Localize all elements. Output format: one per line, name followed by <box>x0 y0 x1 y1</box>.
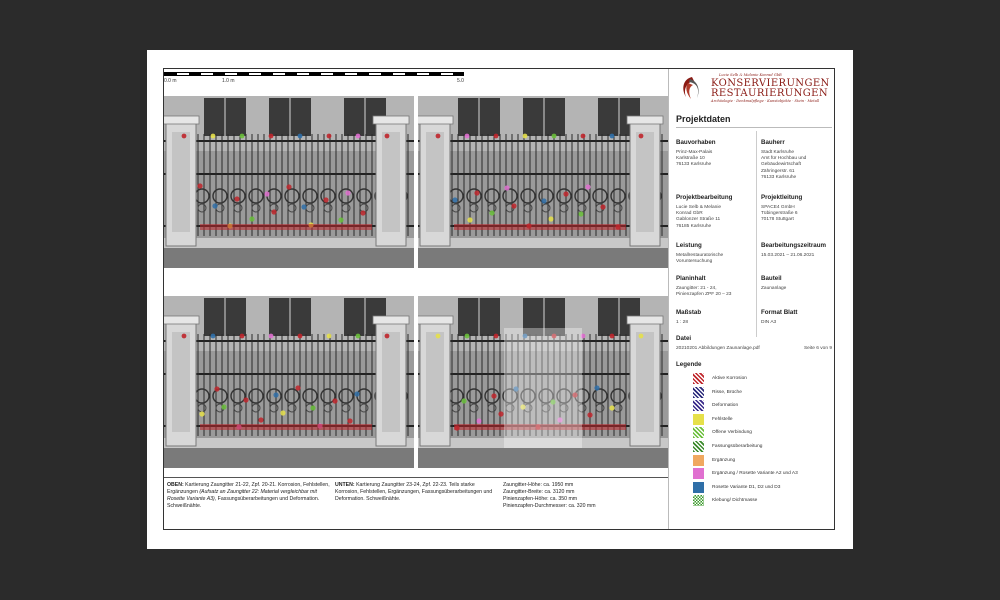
scale-bar <box>164 72 464 86</box>
legend-item <box>693 495 833 509</box>
legend-item <box>693 400 833 414</box>
sec-line: Tübingerstraße 6 <box>761 211 798 217</box>
legend-label: Fehlstelle <box>712 416 733 422</box>
sec-heading: Projektleitung <box>761 194 803 201</box>
caption-unten <box>335 482 497 503</box>
datei-row <box>676 346 832 351</box>
legend-title: Legende <box>676 361 702 368</box>
sec-projektbearbeitung <box>676 194 756 230</box>
sec-leistung <box>676 242 756 265</box>
fence-drawing <box>418 296 668 468</box>
sec-line: Stadt Karlsruhe <box>761 150 795 155</box>
sec-projektleitung <box>761 194 841 224</box>
legend-label: Rosette Variante D1, D2 und D3 <box>712 484 781 490</box>
caption-divider <box>164 477 668 478</box>
legend-item <box>693 455 833 469</box>
sec-bauteil <box>761 275 841 292</box>
sec-line: Zähringerstr. 61 <box>761 168 795 174</box>
sec-line: 1 : 28 <box>676 320 689 325</box>
sec-line: Pinienzapfen ZPF 20 – 23 <box>676 292 732 298</box>
legend-swatch <box>693 414 704 425</box>
caption-dimensions <box>503 482 663 510</box>
caption-oben-text: Kartierung Zaungitter 21-22, Zpf. 20-21. Korrosion, Fehlstellen, Ergänzungen <box>167 482 330 495</box>
sec-line: Gablonzer Straße 11 <box>676 217 721 223</box>
panel-column-divider <box>756 131 757 337</box>
sec-heading: Bearbeitungszeitraum <box>761 242 826 249</box>
sec-line: Zaunanlage <box>761 286 787 291</box>
legend-label: Deformation <box>712 403 739 409</box>
sec-line: Lucie Selb & Melanie <box>676 205 722 210</box>
fence-photo-top-right <box>418 96 668 268</box>
sec-line: SPACE4 GmbH <box>761 205 795 210</box>
sec-heading: Datei <box>676 335 692 342</box>
legend-swatch <box>693 373 704 384</box>
legend-swatch <box>693 455 704 466</box>
datei-page: Seite 6 von 9 <box>803 346 832 351</box>
sec-heading: Bauteil <box>761 275 782 282</box>
drawing-sheet <box>147 50 853 549</box>
sec-heading: Bauherr <box>761 139 785 146</box>
legend-label: Risse, Brüche <box>712 389 742 395</box>
logo-owners: Lucie Selb & Melanie Konrad GbR <box>719 73 782 77</box>
legend-swatch <box>693 400 704 411</box>
project-panel <box>668 69 836 529</box>
legend-item <box>693 387 833 401</box>
panel-title: Projektdaten <box>676 114 731 124</box>
legend-label: Ergänzung / Rosette Variante A2 und A3 <box>712 471 798 477</box>
legend-swatch <box>693 427 704 438</box>
sec-line: Metallrestauratorische <box>676 253 724 258</box>
sec-heading: Planinhalt <box>676 275 706 282</box>
legend-label: Klebung/ Dichtmasse <box>712 498 758 504</box>
sec-heading: Projektbearbeitung <box>676 194 733 201</box>
legend-swatch <box>693 495 704 506</box>
legend-swatch <box>693 441 704 452</box>
sec-line: Karlstraße 10 <box>676 156 705 162</box>
scale-label-1: 1.0 m <box>222 78 235 84</box>
fence-drawing <box>418 96 668 268</box>
legend <box>693 373 833 509</box>
sec-line: 76133 Karlsruhe <box>676 162 712 168</box>
legend-item <box>693 427 833 441</box>
fence-photo-image <box>164 296 414 468</box>
sec-massstab <box>676 309 756 326</box>
fence-drawing <box>164 296 414 468</box>
caption-oben-rest: Fassungsüberarbeitungen und Deformation. Schweißnähte. <box>167 496 320 509</box>
sec-bauherr <box>761 139 841 181</box>
sec-heading: Leistung <box>676 242 702 249</box>
fence-photo-bottom-left <box>164 296 414 468</box>
sec-bearbeitungszeitraum <box>761 242 841 259</box>
fence-photo-image <box>418 296 668 468</box>
legend-label: Ergänzung <box>712 457 736 463</box>
fence-photo-image <box>164 96 414 268</box>
sec-line: Prinz-Max-Palais <box>676 150 713 155</box>
panel-title-divider <box>676 127 832 128</box>
fence-photo-bottom-right <box>418 296 668 468</box>
legend-item <box>693 482 833 496</box>
sec-line: Gebäudewirtschaft <box>761 162 801 168</box>
swirl-logo-icon <box>677 73 707 103</box>
sec-line: Konrad GbR <box>676 211 703 217</box>
fence-photo-top-left <box>164 96 414 268</box>
sec-line: Zaungitter: 21 - 24, <box>676 286 717 291</box>
sec-planinhalt <box>676 275 756 298</box>
sec-datei <box>676 335 832 351</box>
legend-item <box>693 441 833 455</box>
legend-swatch <box>693 482 704 493</box>
dim-height: Zaungitter-Höhe: ca. 1950 mm <box>503 482 574 488</box>
fence-drawing <box>164 96 414 268</box>
sec-line: Voruntersuchung <box>676 259 713 265</box>
caption-oben-italic: (Aufsatz an Zaungitter 22: Material vergleichbar mit Rosette Variante A3), <box>167 489 317 502</box>
legend-label: Offene Verbindung <box>712 430 752 436</box>
sec-heading: Bauvorhaben <box>676 139 716 146</box>
dim-cone-diameter: Pinienzapfen-Durchmesser: ca. 320 mm <box>503 503 596 509</box>
sec-line: Amt für Hochbau und <box>761 156 807 162</box>
fence-photo-image <box>418 96 668 268</box>
legend-swatch <box>693 468 704 479</box>
scale-label-0: 0.0 m <box>164 78 177 84</box>
logo-tagline: Archäologie · Denkmalpflege · Kunstobjekte · Stein · Metall <box>711 99 820 103</box>
legend-label: Fassungsüberarbeitung <box>712 443 763 449</box>
legend-item <box>693 414 833 428</box>
sec-line: 15.03.2021 – 21.06.2021 <box>761 253 815 258</box>
caption-unten-label: UNTEN: <box>335 482 355 488</box>
legend-item <box>693 373 833 387</box>
dim-width: Zaungitter-Breite: ca. 3120 mm <box>503 489 575 495</box>
sec-heading: Format Blatt <box>761 309 798 316</box>
caption-oben <box>167 482 332 510</box>
datei-filename: 20210201 Abbildungen Zaunanlage.pdf <box>676 346 760 351</box>
sec-line: DIN A3 <box>761 320 777 325</box>
sec-line: 76133 Karlsruhe <box>761 174 797 180</box>
logo-line-2: RESTAURIERUNGEN <box>711 88 828 99</box>
sec-bauvorhaben <box>676 139 756 169</box>
scale-label-5: 5.0 <box>457 78 464 84</box>
sec-line: 76185 Karlsruhe <box>676 223 712 229</box>
sec-line: 70178 Stuttgart <box>761 217 794 223</box>
sec-format-blatt <box>761 309 841 326</box>
dim-cone-height: Pinienzapfen-Höhe: ca. 350 mm <box>503 496 578 502</box>
caption-oben-label: OBEN: <box>167 482 184 488</box>
logo-line-1: KONSERVIERUNGEN <box>711 78 830 89</box>
sec-heading: Maßstab <box>676 309 702 316</box>
legend-label: Aktive Korrosion <box>712 376 747 381</box>
legend-swatch <box>693 387 704 398</box>
legend-item <box>693 468 833 482</box>
caption-unten-text: Kartierung Zaungitter 23-24, Zpf. 22-23. Teils starke Korrosion, Fehlstellen, Ergänzungen, Fassungsüberarbeitungen und Deformation. Schweißnähte. <box>335 482 493 502</box>
sheet-frame <box>163 68 835 530</box>
scale-bar-segments <box>164 72 464 76</box>
company-logo <box>675 71 831 101</box>
